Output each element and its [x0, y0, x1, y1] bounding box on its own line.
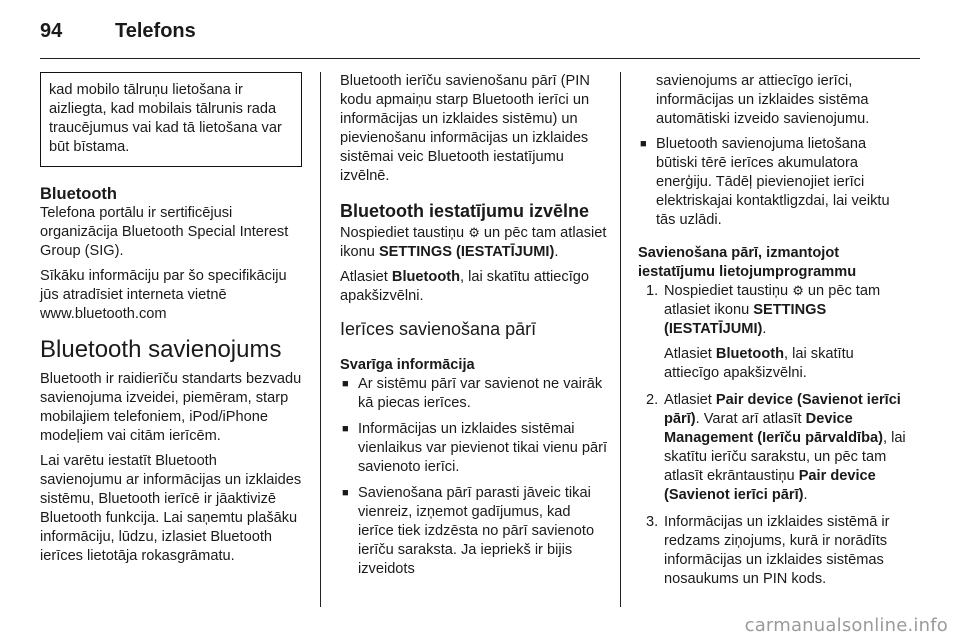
section-heading-settings-menu: Bluetooth iestatījumu izvēlne	[340, 201, 590, 221]
gear-icon: ⚙	[468, 225, 480, 240]
list-item	[340, 484, 608, 579]
settings-label: SETTINGS (IESTATĪJUMI)	[378, 244, 555, 260]
paragraph: Bluetooth ierīču savienošanu pārī (PIN kodu apmaiņu starp Bluetooth ierīci un informācijas un izklaides sistēmu) un pievienošanu informācijas un izklaides sistēmai veic Bluetooth iestatījumu izvēlnē.	[340, 73, 590, 184]
warning-box	[40, 72, 302, 167]
text: un pēc tam atlasiet ikonu	[340, 225, 607, 260]
text: .	[554, 244, 559, 260]
list-item	[340, 420, 608, 477]
bluetooth-label: Bluetooth	[715, 346, 785, 362]
header-divider	[40, 58, 920, 59]
column-divider	[320, 72, 321, 607]
paragraph	[340, 224, 608, 262]
bullet-icon: ■	[640, 138, 647, 150]
paragraph: Lai varētu iestatīt Bluetooth savienojumu ar informācijas un izklaides sistēmu, Bluetooth ierīcē ir jāaktivizē Bluetooth funkcija. Lai saņemtu plašāku informāciju, lūdzu, izlasiet Bluetooth ierīces lietotāja rokasgrāmatu.	[40, 453, 302, 564]
step-text	[664, 391, 910, 505]
gear-icon: ⚙	[792, 283, 804, 298]
section-heading-bluetooth-connection: Bluetooth savienojums	[40, 336, 282, 363]
step-item	[638, 391, 910, 505]
important-info-heading: Svarīga informācija	[340, 357, 475, 373]
text: Atlasiet	[340, 269, 388, 285]
step-item	[638, 282, 910, 383]
paragraph	[340, 268, 608, 306]
bullet-list	[638, 135, 910, 230]
text: Nospiediet taustiņu	[340, 225, 465, 241]
step-text: Informācijas un izklaides sistēmā ir redzams ziņojums, kurā ir norādīts informācijas un izklaides sistēmas nosaukums un PIN kods.	[664, 514, 890, 587]
paragraph: Telefona portālu ir sertificējusi organizācija Bluetooth Special Interest Group (SIG).	[40, 205, 289, 259]
column-divider	[620, 72, 621, 607]
bullet-icon: ■	[342, 378, 349, 390]
step-text	[664, 282, 910, 339]
text: , lai skatītu attiecīgo apakšizvēlni.	[340, 269, 589, 304]
paragraph: Bluetooth ir raidierīču standarts bezvadu savienojuma izveidei, piemēram, starp mobilajiem telefoniem, iPod/iPhone modeļiem vai citām ierīcēm.	[40, 371, 302, 444]
watermark: carmanualsonline.info	[744, 615, 948, 636]
subheading-pairing-settings-app: Savienošana pārī, izmantojot iestatījumu lietojumprogrammu	[638, 245, 857, 280]
page-number: 94	[40, 20, 63, 42]
list-item-text: Bluetooth savienojuma lietošana būtiski tērē ierīces akumulatora enerģiju. Tādēļ pievienojiet ierīci elektriskajai kontaktligzdai, lai veiktu tās uzlādi.	[656, 136, 890, 228]
text: , lai skatītu attiecīgo apakšizvēlni.	[664, 346, 854, 381]
pair-device-label: Pair device (Savienot ierīci pārī)	[664, 468, 876, 503]
bullet-icon: ■	[342, 487, 349, 499]
step-list	[638, 282, 910, 589]
list-item-text: Ar sistēmu pārī var savienot ne vairāk kā piecas ierīces.	[358, 376, 603, 411]
step-number: 2.	[646, 392, 659, 408]
list-item-text: Informācijas un izklaides sistēmai vienlaikus var pievienot tikai vienu pārī savienoto ierīci.	[358, 421, 608, 475]
text: .	[762, 321, 767, 337]
device-management-label: Device Management (Ierīču pārvaldība)	[664, 411, 883, 446]
step-text	[664, 345, 910, 383]
text: , lai skatītu ierīču sarakstu, un pēc tam atlasīt ekrāntaustiņu	[664, 430, 906, 484]
step-number: 1.	[646, 283, 659, 299]
text: un pēc tam atlasiet ikonu	[664, 283, 881, 318]
paragraph: Sīkāku informāciju par šo specifikāciju jūs atradīsiet interneta vietnē www.bluetooth.com	[40, 268, 287, 322]
section-heading-bluetooth: Bluetooth	[40, 185, 117, 203]
bullet-icon: ■	[342, 423, 349, 435]
settings-label: SETTINGS (IESTATĪJUMI)	[664, 302, 827, 337]
text: Atlasiet	[664, 346, 712, 362]
section-heading-pairing: Ierīces savienošana pārī	[340, 319, 537, 339]
text: . Varat arī atlasīt	[695, 411, 802, 427]
bullet-list	[340, 375, 608, 579]
column-3	[638, 72, 910, 597]
list-item	[340, 375, 608, 413]
bluetooth-label: Bluetooth	[391, 269, 461, 285]
text: .	[803, 487, 808, 503]
column-1	[40, 72, 302, 572]
continuation-text: savienojums ar attiecīgo ierīci, informācijas un izklaides sistēma automātiski izveido savienojumu.	[656, 73, 870, 127]
step-item	[638, 513, 910, 589]
column-2	[340, 72, 608, 586]
pair-device-label: Pair device (Savienot ierīci pārī)	[664, 392, 901, 427]
text: Atlasiet	[664, 392, 712, 408]
list-item	[638, 135, 910, 230]
list-item-text: Savienošana pārī parasti jāveic tikai vienreiz, izņemot gadījumus, kad ierīce tiek izdzēsta no pārī savienoto ierīču saraksta. Ja iepriekš ir bijis izveidots	[358, 485, 595, 577]
warning-text: kad mobilo tālruņu lietošana ir aizliegta, kad mobilais tālrunis rada traucējumus vai kad tā lietošana var būt bīstama.	[49, 82, 282, 155]
page-title: Telefons	[115, 20, 196, 42]
text: Nospiediet taustiņu	[664, 283, 789, 299]
step-number: 3.	[646, 514, 659, 530]
page-header	[40, 8, 920, 58]
